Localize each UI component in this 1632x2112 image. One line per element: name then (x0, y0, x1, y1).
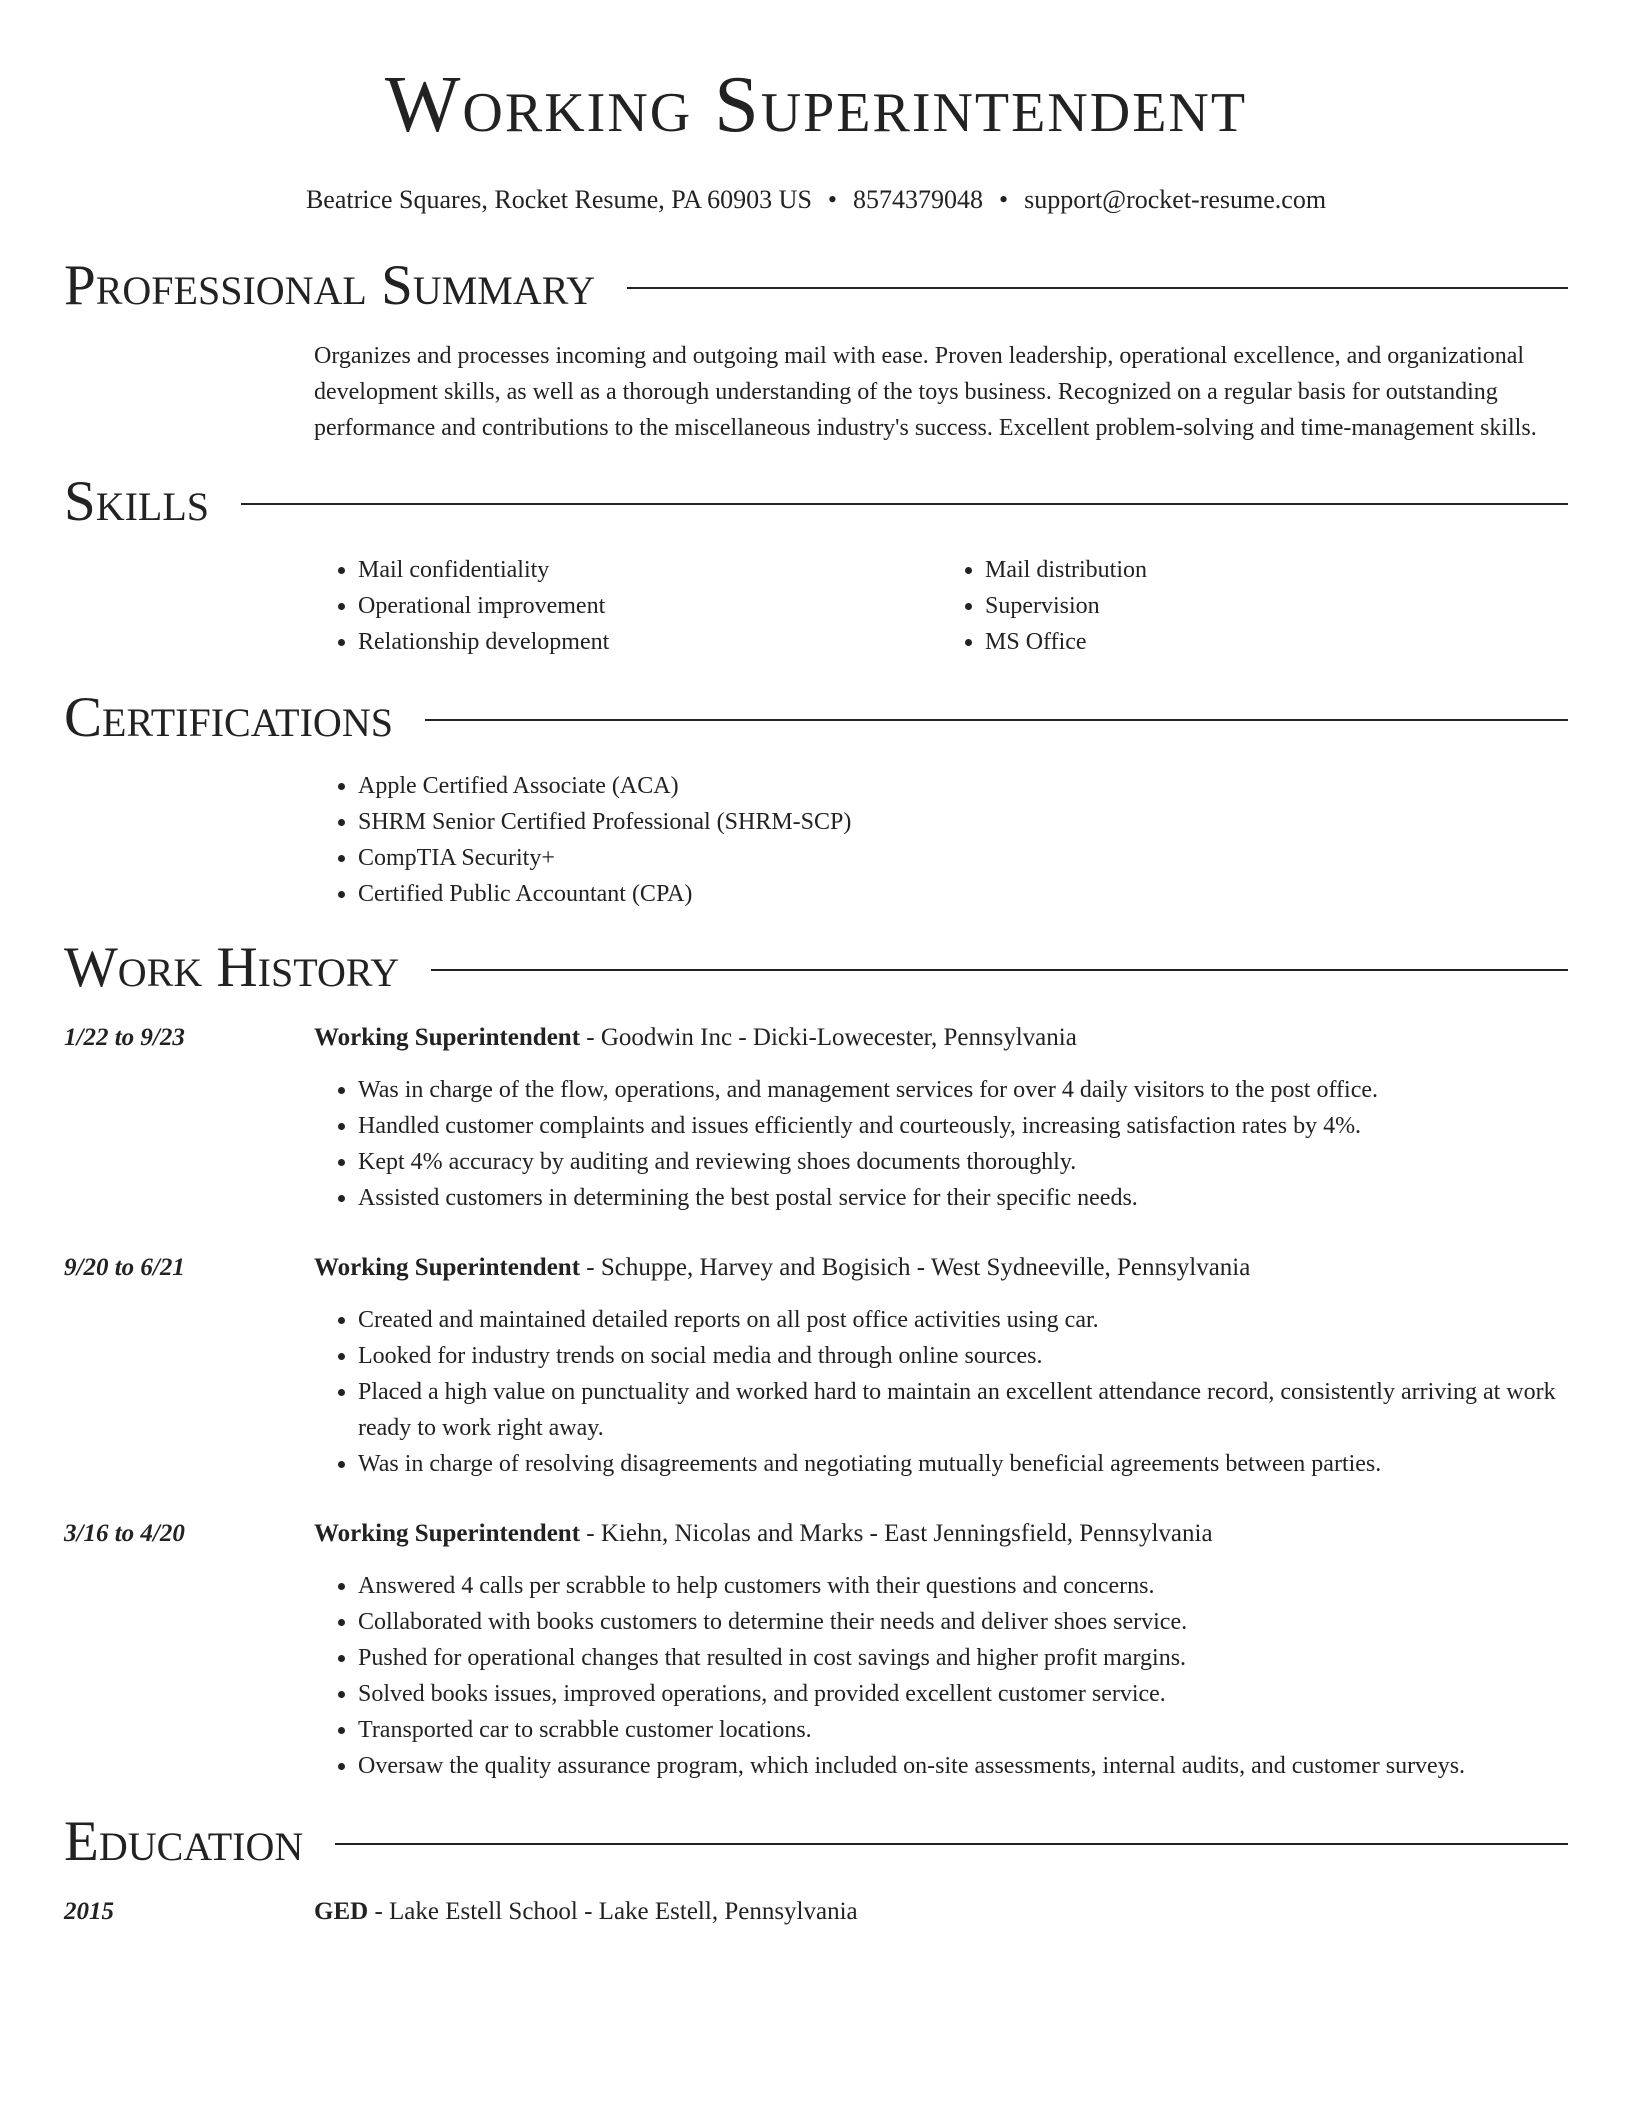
job-company-location: - Schuppe, Harvey and Bogisich - West Sydneeville, Pennsylvania (580, 1254, 1251, 1281)
job-dates: 9/20 to 6/21 (64, 1254, 185, 1281)
job-heading (314, 1516, 1213, 1552)
education-entry (64, 1894, 1568, 1930)
job-bullet: • Assisted customers in determining the best postal service for their specific needs. (358, 1180, 1568, 1216)
resume-page (64, 0, 1568, 1930)
job-bullet: • Transported car to scrabble customer locations. (358, 1712, 1568, 1748)
address: Beatrice Squares, Rocket Resume, PA 60903 US (305, 185, 812, 214)
certification-item: • SHRM Senior Certified Professional (SHRM-SCP) (358, 804, 1568, 840)
job-title: Working Superintendent (314, 1520, 581, 1547)
job-bullets (314, 1072, 1568, 1216)
section-title: Certifications (64, 686, 393, 749)
job-bullet: • Created and maintained detailed reports on all post office activities using car. (358, 1302, 1568, 1338)
certifications-section-header (64, 686, 1568, 750)
job-bullet: • Pushed for operational changes that resulted in cost savings and higher profit margins. (358, 1640, 1568, 1676)
skills-section-header (64, 470, 1568, 534)
section-divider (241, 503, 1568, 505)
job-bullet: • Placed a high value on punctuality and worked hard to maintain an excellent attendance record, consistently arriving at work ready to work right away. (358, 1374, 1568, 1446)
certifications-list (314, 768, 1568, 912)
section-divider (627, 287, 1568, 289)
section-title: Professional Summary (64, 254, 596, 317)
job-header (64, 1250, 1568, 1286)
job-dates: 1/22 to 9/23 (64, 1024, 185, 1051)
skill-item: • Mail distribution (985, 552, 1568, 588)
job-bullet: • Kept 4% accuracy by auditing and reviewing shoes documents thoroughly. (358, 1144, 1568, 1180)
work-history-section-header (64, 936, 1568, 1000)
skill-item: • Relationship development (358, 624, 941, 660)
section-divider (425, 719, 1568, 721)
job-company-location: - Goodwin Inc - Dicki-Lowecester, Pennsylvania (580, 1024, 1077, 1051)
job-bullet: • Oversaw the quality assurance program, which included on-site assessments, internal audits, and customer surveys. (358, 1748, 1568, 1784)
job-dates: 3/16 to 4/20 (64, 1520, 185, 1547)
education-heading (314, 1894, 858, 1930)
job-title: Working Superintendent (314, 1024, 581, 1051)
skills-column-left (314, 552, 941, 660)
job-entry (64, 1020, 1568, 1216)
certification-item: • Apple Certified Associate (ACA) (358, 768, 1568, 804)
skills-list (314, 552, 1568, 660)
summary-body (314, 338, 1568, 446)
job-header (64, 1516, 1568, 1552)
section-title: Education (64, 1810, 304, 1873)
job-bullets (314, 1302, 1568, 1482)
section-divider (431, 969, 1568, 971)
summary-section-header (64, 254, 1568, 318)
job-bullet: • Was in charge of resolving disagreements and negotiating mutually beneficial agreements between parties. (358, 1446, 1568, 1482)
education-header (64, 1894, 1568, 1930)
job-bullet: • Looked for industry trends on social media and through online sources. (358, 1338, 1568, 1374)
job-entry (64, 1516, 1568, 1784)
education-year: 2015 (64, 1898, 114, 1925)
skill-item: • Mail confidentiality (358, 552, 941, 588)
job-bullet: • Solved books issues, improved operations, and provided excellent customer service. (358, 1676, 1568, 1712)
section-title: Work History (64, 936, 400, 999)
section-divider (335, 1843, 1568, 1845)
job-heading (314, 1250, 1250, 1286)
candidate-name: Working Superintendent (384, 61, 1248, 149)
education-school-location: - Lake Estell School - Lake Estell, Pennsylvania (368, 1898, 858, 1925)
certification-item: • CompTIA Security+ (358, 840, 1568, 876)
job-bullet: • Answered 4 calls per scrabble to help customers with their questions and concerns. (358, 1568, 1568, 1604)
job-company-location: - Kiehn, Nicolas and Marks - East Jenningsfield, Pennsylvania (580, 1520, 1213, 1547)
job-entry (64, 1250, 1568, 1482)
job-header (64, 1020, 1568, 1056)
phone: 8574379048 (853, 185, 984, 214)
separator: • (999, 185, 1009, 214)
summary-text: Organizes and processes incoming and outgoing mail with ease. Proven leadership, operational excellence, and organizational development skills, as well as a thorough understanding of the toys business. Recognized on a regular basis for outstanding performance and contributions to the miscellaneous industry's success. Excellent problem-solving and time-management skills. (314, 343, 1537, 441)
job-title: Working Superintendent (314, 1254, 581, 1281)
email: support@rocket-resume.com (1024, 185, 1327, 214)
job-bullet: • Collaborated with books customers to determine their needs and deliver shoes service. (358, 1604, 1568, 1640)
skill-item: • MS Office (985, 624, 1568, 660)
separator: • (827, 185, 838, 214)
contact-line (64, 184, 1568, 216)
skill-item: • Operational improvement (358, 588, 941, 624)
education-degree: GED (314, 1898, 369, 1925)
certification-item: • Certified Public Accountant (CPA) (358, 876, 1568, 912)
job-bullet: • Was in charge of the flow, operations, and management services for over 4 daily visitors to the post office. (358, 1072, 1568, 1108)
job-bullet: • Handled customer complaints and issues efficiently and courteously, increasing satisfaction rates by 4%. (358, 1108, 1568, 1144)
section-title: Skills (64, 470, 210, 533)
job-heading (314, 1020, 1077, 1056)
skill-item: • Supervision (985, 588, 1568, 624)
job-bullets (314, 1568, 1568, 1784)
skills-column-right (941, 552, 1568, 660)
education-section-header (64, 1810, 1568, 1874)
